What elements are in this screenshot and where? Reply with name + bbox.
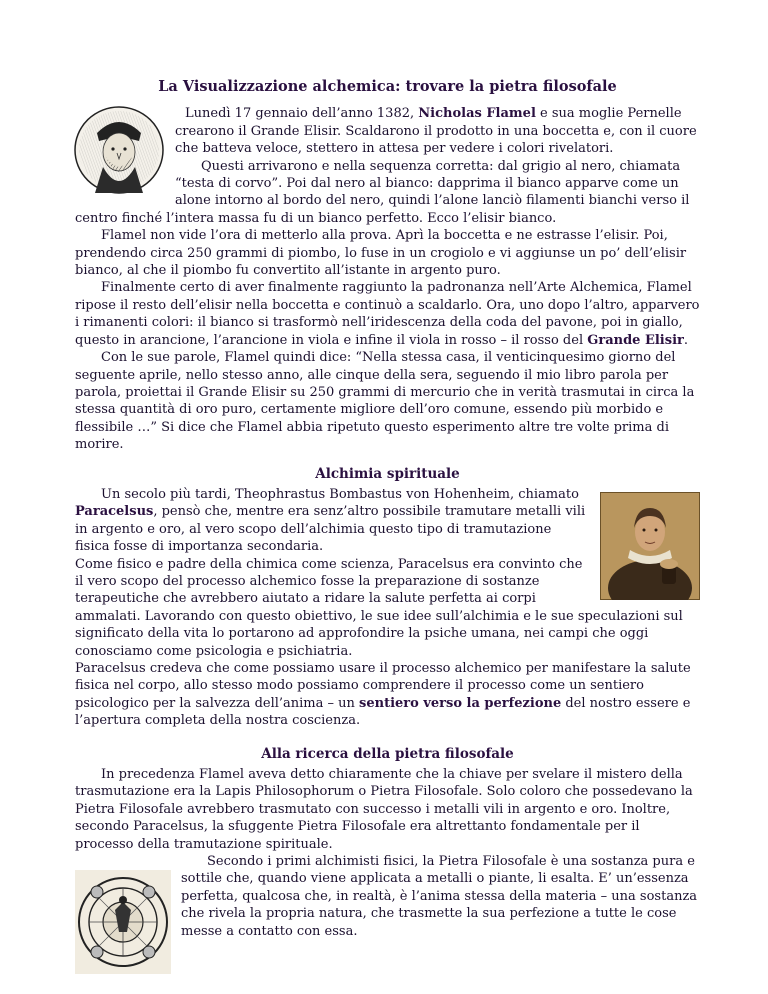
text-run: . — [683, 332, 688, 348]
paragraph — [75, 660, 700, 730]
paragraph: Flamel non vide l’ora di metterlo alla prova. Aprì la boccetta e ne estrasse l’elisir. Poi, prendendo circa 250 grammi di piombo, lo fuse in un crogiolo e vi aggiunse un po’ dell’elisir bianco, al che il piombo fu convertito all’istante in argento puro. — [75, 228, 687, 279]
text-run: e sua moglie Pernelle crearono il Grande Elisir. Scaldarono il prodotto in una boccetta e, con il cuore che batteva veloce, stettero in attesa per vedere i colori rivelatori. — [175, 106, 697, 157]
section-heading: Alchimia spirituale — [315, 465, 460, 482]
text-run: Un secolo più tardi, Theophrastus Bombastus von Hohenheim, chiamato — [101, 486, 579, 502]
painted-portrait-icon — [600, 492, 700, 600]
flamel-portrait — [73, 105, 165, 195]
alchemical-emblem-icon — [75, 870, 171, 974]
text-run: Lunedì 17 gennaio dell’anno 1382, — [185, 106, 415, 122]
paragraph: Secondo i primi alchimisti fisici, la Pietra Filosofale è una sostanza pura e sottile che, quando viene applicata a metalli o piante, li esalta. E’ un’essenza perfetta, qualcosa che, in realtà, è l’anima stessa della materia – una sostanza che rivela la propria natura, che trasmette la sua perfezione a tutte le cose messe a contatto con essa. — [181, 854, 698, 939]
name-flamel: Nicholas Flamel — [418, 106, 536, 122]
paragraph — [75, 279, 700, 349]
term-sentiero: sentiero verso la perfezione — [359, 695, 562, 711]
paragraph: Come fisico e padre della chimica come scienza, Paracelsus era convinto che il vero scopo del processo alchemico fosse la preparazione di sostanze terapeutiche che avrebbero aiutato a ridare la salute perfetta ai corpi ammalati. Lavorando con questo obiettivo, le sue idee sull’alchimia e le sue speculazioni sul significato della vita lo portarono ad approfondire la psiche umana, nei campi che oggi conosciamo come psicologia e psichiatria. — [75, 556, 683, 659]
engraved-portrait-icon — [73, 105, 165, 195]
alchemical-emblem — [75, 870, 171, 974]
paragraph: In precedenza Flamel aveva detto chiaramente che la chiave per svelare il mistero della trasmutazione era la Lapis Philosophorum o Pietra Filosofale. Solo coloro che possedevano la Pietra Filosofale avrebbero trasmutato con successo i metalli vili in argento e oro. Inoltre, secondo Paracelsus, la sfuggente Pietra Filosofale era altrettanto fondamentale per il processo della tramutazione spirituale. — [75, 767, 693, 852]
term-grande-elisir: Grande Elisir — [587, 332, 684, 348]
paragraph: Questi arrivarono e nella sequenza corretta: dal grigio al nero, chiamata “testa di corvo”. Poi dal nero al bianco: dapprima il bianco apparve come un alone intorno al bordo del nero, quindi l’alone lanciò filamenti bianchi verso il centro finché l’intera massa fu di un bianco perfetto. Ecco l’elisir bianco. — [75, 158, 690, 226]
paragraph: Con le sue parole, Flamel quindi dice: “Nella stessa casa, il venticinquesimo giorno del seguente aprile, nello stesso anno, alle cinque della sera, seguendo il mio libro parola per parola, proiettai il Grande Elisir su 250 grammi di mercurio che in verità trasmutai in circa la stessa quantità di oro puro, certamente migliore dell’oro comune, essendo più morbido e flessibile …” Si dice che Flamel abbia ripetuto questo esperimento altre tre volte prima di morire. — [75, 350, 695, 453]
article — [75, 78, 700, 974]
text-run: , pensò che, mentre era senz’altro possibile tramutare metalli vili in argento e oro, al vero scopo dell’alchimia questo tipo di tramutazione fisica fosse di importanza secondaria. — [75, 504, 586, 555]
paracelsus-portrait — [600, 492, 700, 600]
page-title: La Visualizzazione alchemica: trovare la pietra filosofale — [158, 78, 617, 95]
name-paracelsus: Paracelsus — [75, 504, 154, 520]
text-run: Paracelsus credeva che come possiamo usare il processo alchemico per manifestare la salute fisica nel corpo, allo stesso modo possiamo comprendere il processo come un sentiero psicologico per la salvezza dell’anima – un — [75, 661, 691, 711]
text-run: del nostro essere e l’apertura completa della nostra coscienza. — [75, 695, 691, 729]
paragraph — [75, 105, 700, 157]
text-run: Finalmente certo di aver finalmente raggiunto la padronanza nell’Arte Alchemica, Flamel ripose il resto dell’elisir nella boccetta e continuò a scaldarlo. Ora, uno dopo l’altro, apparvero i rimanenti colori: il bianco si trasformò nell’iridescenza della coda del pavone, poi in giallo, questo in arancione, l’arancione in viola e infine il viola in rosso – il rosso del — [75, 280, 700, 348]
section-heading: Alla ricerca della pietra filosofale — [261, 745, 514, 762]
